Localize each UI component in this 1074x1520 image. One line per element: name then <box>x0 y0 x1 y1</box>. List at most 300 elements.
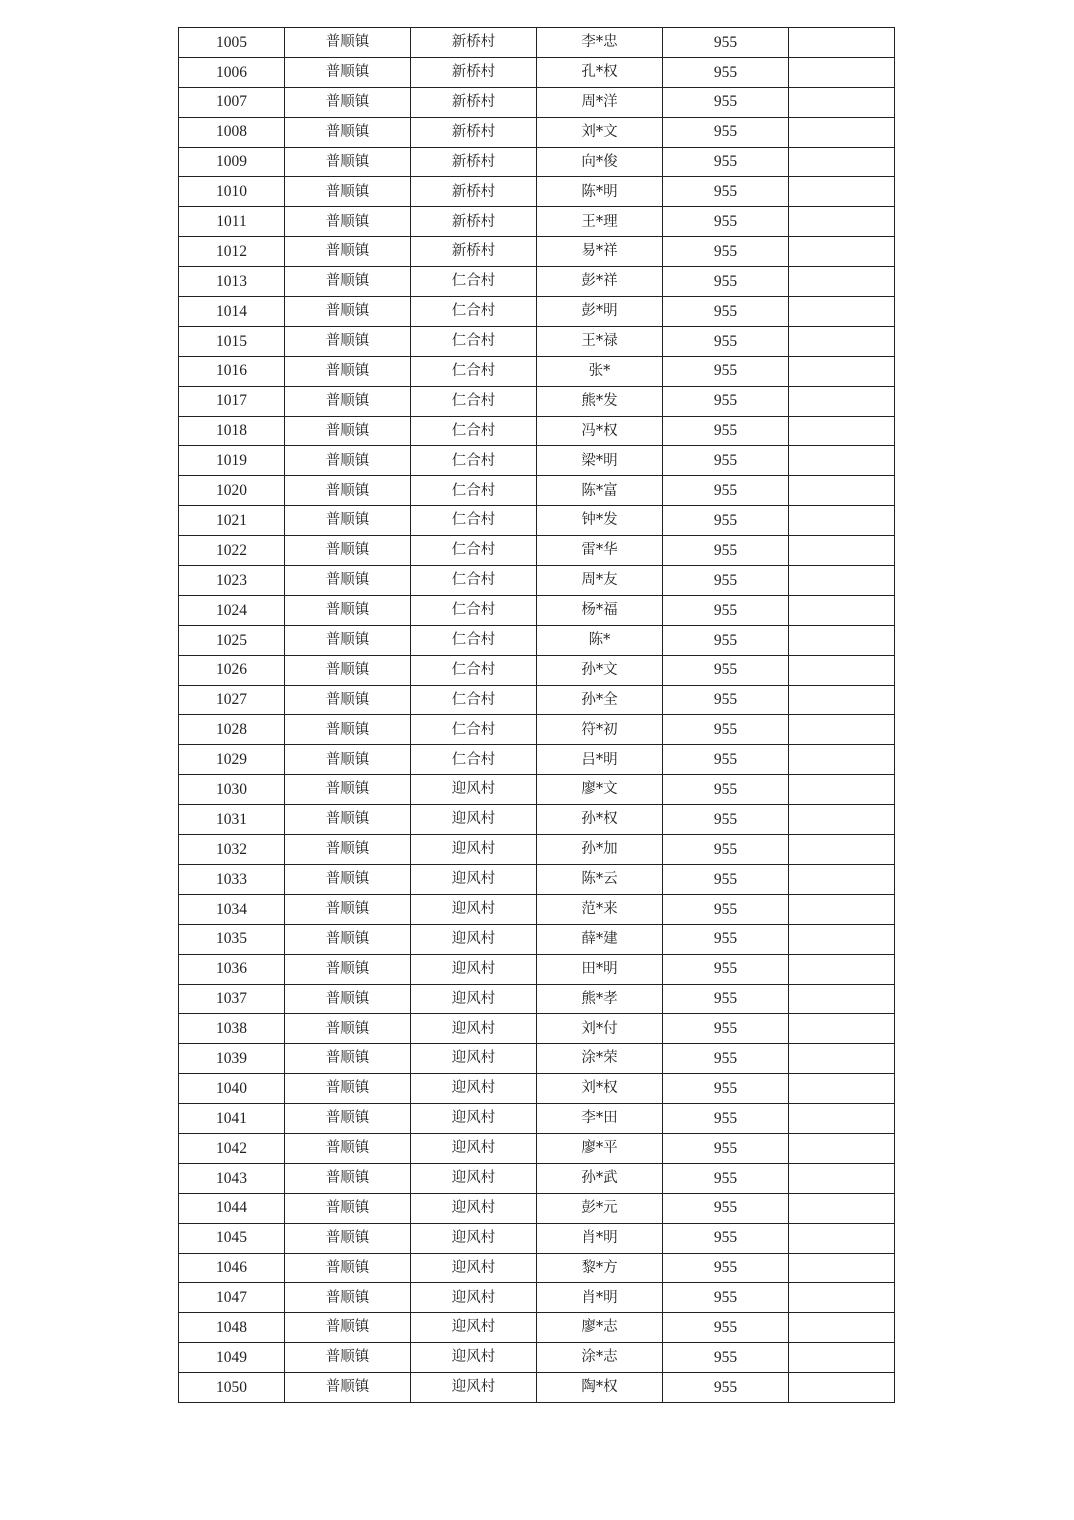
village-cell: 仁合村 <box>411 506 537 536</box>
village-cell: 迎风村 <box>411 1313 537 1343</box>
table-row <box>179 984 895 1014</box>
name-cell: 陈*云 <box>537 864 663 894</box>
note-cell <box>789 446 895 476</box>
village-cell: 新桥村 <box>411 57 537 87</box>
table-row <box>179 1193 895 1223</box>
village-cell: 仁合村 <box>411 625 537 655</box>
note-cell <box>789 28 895 58</box>
village-cell: 迎风村 <box>411 1193 537 1223</box>
village-cell: 新桥村 <box>411 28 537 58</box>
note-cell <box>789 1044 895 1074</box>
amount-cell: 955 <box>663 1044 789 1074</box>
town-cell: 普顺镇 <box>285 476 411 506</box>
name-cell: 孙*全 <box>537 685 663 715</box>
village-cell: 迎风村 <box>411 1074 537 1104</box>
name-cell: 彭*元 <box>537 1193 663 1223</box>
village-cell: 迎风村 <box>411 1133 537 1163</box>
serial-number-cell: 1016 <box>179 356 285 386</box>
note-cell <box>789 1104 895 1134</box>
village-cell: 迎风村 <box>411 1283 537 1313</box>
note-cell <box>789 237 895 267</box>
name-cell: 杨*福 <box>537 595 663 625</box>
note-cell <box>789 745 895 775</box>
town-cell: 普顺镇 <box>285 297 411 327</box>
serial-number-cell: 1015 <box>179 326 285 356</box>
village-cell: 仁合村 <box>411 715 537 745</box>
name-cell: 吕*明 <box>537 745 663 775</box>
name-cell: 肖*明 <box>537 1283 663 1313</box>
town-cell: 普顺镇 <box>285 954 411 984</box>
table-row <box>179 446 895 476</box>
name-cell: 冯*权 <box>537 416 663 446</box>
serial-number-cell: 1026 <box>179 655 285 685</box>
name-cell: 廖*平 <box>537 1133 663 1163</box>
table-row <box>179 715 895 745</box>
amount-cell: 955 <box>663 1014 789 1044</box>
amount-cell: 955 <box>663 536 789 566</box>
town-cell: 普顺镇 <box>285 775 411 805</box>
table-row <box>179 476 895 506</box>
village-cell: 迎风村 <box>411 1343 537 1373</box>
name-cell: 孙*武 <box>537 1163 663 1193</box>
table-row <box>179 1104 895 1134</box>
name-cell: 彭*祥 <box>537 267 663 297</box>
name-cell: 熊*发 <box>537 386 663 416</box>
town-cell: 普顺镇 <box>285 177 411 207</box>
amount-cell: 955 <box>663 117 789 147</box>
table-row <box>179 745 895 775</box>
town-cell: 普顺镇 <box>285 864 411 894</box>
serial-number-cell: 1032 <box>179 835 285 865</box>
roster-table-body <box>179 28 895 1403</box>
amount-cell: 955 <box>663 416 789 446</box>
amount-cell: 955 <box>663 1283 789 1313</box>
name-cell: 张* <box>537 356 663 386</box>
village-cell: 迎风村 <box>411 835 537 865</box>
table-row <box>179 117 895 147</box>
table-row <box>179 386 895 416</box>
note-cell <box>789 1014 895 1044</box>
amount-cell: 955 <box>663 566 789 596</box>
amount-cell: 955 <box>663 1343 789 1373</box>
serial-number-cell: 1035 <box>179 924 285 954</box>
serial-number-cell: 1020 <box>179 476 285 506</box>
serial-number-cell: 1041 <box>179 1104 285 1134</box>
note-cell <box>789 416 895 446</box>
town-cell: 普顺镇 <box>285 805 411 835</box>
name-cell: 黎*方 <box>537 1253 663 1283</box>
table-row <box>179 1133 895 1163</box>
table-row <box>179 775 895 805</box>
town-cell: 普顺镇 <box>285 745 411 775</box>
amount-cell: 955 <box>663 386 789 416</box>
name-cell: 彭*明 <box>537 297 663 327</box>
town-cell: 普顺镇 <box>285 28 411 58</box>
village-cell: 仁合村 <box>411 745 537 775</box>
town-cell: 普顺镇 <box>285 1193 411 1223</box>
name-cell: 刘*文 <box>537 117 663 147</box>
town-cell: 普顺镇 <box>285 715 411 745</box>
table-row <box>179 566 895 596</box>
table-row <box>179 506 895 536</box>
village-cell: 迎风村 <box>411 894 537 924</box>
note-cell <box>789 297 895 327</box>
amount-cell: 955 <box>663 625 789 655</box>
note-cell <box>789 864 895 894</box>
town-cell: 普顺镇 <box>285 446 411 476</box>
town-cell: 普顺镇 <box>285 1343 411 1373</box>
serial-number-cell: 1027 <box>179 685 285 715</box>
village-cell: 新桥村 <box>411 207 537 237</box>
table-row <box>179 1253 895 1283</box>
serial-number-cell: 1019 <box>179 446 285 476</box>
town-cell: 普顺镇 <box>285 1163 411 1193</box>
amount-cell: 955 <box>663 506 789 536</box>
serial-number-cell: 1044 <box>179 1193 285 1223</box>
town-cell: 普顺镇 <box>285 386 411 416</box>
table-row <box>179 685 895 715</box>
note-cell <box>789 566 895 596</box>
name-cell: 雷*华 <box>537 536 663 566</box>
note-cell <box>789 984 895 1014</box>
village-cell: 迎风村 <box>411 1163 537 1193</box>
note-cell <box>789 954 895 984</box>
table-row <box>179 1044 895 1074</box>
table-row <box>179 1163 895 1193</box>
name-cell: 孔*权 <box>537 57 663 87</box>
village-cell: 仁合村 <box>411 595 537 625</box>
note-cell <box>789 595 895 625</box>
village-cell: 仁合村 <box>411 386 537 416</box>
note-cell <box>789 894 895 924</box>
village-cell: 迎风村 <box>411 1044 537 1074</box>
amount-cell: 955 <box>663 835 789 865</box>
amount-cell: 955 <box>663 655 789 685</box>
town-cell: 普顺镇 <box>285 1014 411 1044</box>
serial-number-cell: 1029 <box>179 745 285 775</box>
name-cell: 李*忠 <box>537 28 663 58</box>
table-row <box>179 87 895 117</box>
serial-number-cell: 1008 <box>179 117 285 147</box>
village-cell: 新桥村 <box>411 87 537 117</box>
name-cell: 钟*发 <box>537 506 663 536</box>
town-cell: 普顺镇 <box>285 1044 411 1074</box>
note-cell <box>789 1193 895 1223</box>
amount-cell: 955 <box>663 57 789 87</box>
amount-cell: 955 <box>663 297 789 327</box>
name-cell: 刘*付 <box>537 1014 663 1044</box>
village-cell: 迎风村 <box>411 805 537 835</box>
town-cell: 普顺镇 <box>285 566 411 596</box>
village-cell: 迎风村 <box>411 924 537 954</box>
village-cell: 仁合村 <box>411 685 537 715</box>
amount-cell: 955 <box>663 28 789 58</box>
amount-cell: 955 <box>663 267 789 297</box>
amount-cell: 955 <box>663 864 789 894</box>
note-cell <box>789 147 895 177</box>
serial-number-cell: 1047 <box>179 1283 285 1313</box>
amount-cell: 955 <box>663 595 789 625</box>
town-cell: 普顺镇 <box>285 625 411 655</box>
serial-number-cell: 1036 <box>179 954 285 984</box>
amount-cell: 955 <box>663 685 789 715</box>
name-cell: 陈*明 <box>537 177 663 207</box>
village-cell: 迎风村 <box>411 1253 537 1283</box>
town-cell: 普顺镇 <box>285 237 411 267</box>
note-cell <box>789 1163 895 1193</box>
table-row <box>179 924 895 954</box>
note-cell <box>789 386 895 416</box>
town-cell: 普顺镇 <box>285 326 411 356</box>
town-cell: 普顺镇 <box>285 1253 411 1283</box>
amount-cell: 955 <box>663 1373 789 1403</box>
town-cell: 普顺镇 <box>285 57 411 87</box>
table-row <box>179 864 895 894</box>
town-cell: 普顺镇 <box>285 1223 411 1253</box>
village-cell: 仁合村 <box>411 536 537 566</box>
note-cell <box>789 1313 895 1343</box>
name-cell: 李*田 <box>537 1104 663 1134</box>
serial-number-cell: 1033 <box>179 864 285 894</box>
table-row <box>179 147 895 177</box>
village-cell: 迎风村 <box>411 1223 537 1253</box>
note-cell <box>789 267 895 297</box>
name-cell: 孙*文 <box>537 655 663 685</box>
amount-cell: 955 <box>663 446 789 476</box>
serial-number-cell: 1025 <box>179 625 285 655</box>
note-cell <box>789 775 895 805</box>
amount-cell: 955 <box>663 1163 789 1193</box>
table-row <box>179 1223 895 1253</box>
serial-number-cell: 1006 <box>179 57 285 87</box>
serial-number-cell: 1046 <box>179 1253 285 1283</box>
village-cell: 迎风村 <box>411 1373 537 1403</box>
amount-cell: 955 <box>663 87 789 117</box>
serial-number-cell: 1018 <box>179 416 285 446</box>
serial-number-cell: 1049 <box>179 1343 285 1373</box>
note-cell <box>789 536 895 566</box>
village-cell: 新桥村 <box>411 177 537 207</box>
village-cell: 新桥村 <box>411 237 537 267</box>
town-cell: 普顺镇 <box>285 1283 411 1313</box>
serial-number-cell: 1005 <box>179 28 285 58</box>
name-cell: 廖*志 <box>537 1313 663 1343</box>
amount-cell: 955 <box>663 147 789 177</box>
note-cell <box>789 207 895 237</box>
name-cell: 陈* <box>537 625 663 655</box>
name-cell: 王*禄 <box>537 326 663 356</box>
table-row <box>179 326 895 356</box>
amount-cell: 955 <box>663 1074 789 1104</box>
serial-number-cell: 1045 <box>179 1223 285 1253</box>
note-cell <box>789 1343 895 1373</box>
table-row <box>179 28 895 58</box>
amount-cell: 955 <box>663 894 789 924</box>
town-cell: 普顺镇 <box>285 1133 411 1163</box>
village-cell: 仁合村 <box>411 297 537 327</box>
name-cell: 涂*志 <box>537 1343 663 1373</box>
serial-number-cell: 1007 <box>179 87 285 117</box>
village-cell: 迎风村 <box>411 864 537 894</box>
serial-number-cell: 1024 <box>179 595 285 625</box>
serial-number-cell: 1034 <box>179 894 285 924</box>
town-cell: 普顺镇 <box>285 506 411 536</box>
table-row <box>179 1074 895 1104</box>
amount-cell: 955 <box>663 745 789 775</box>
roster-table <box>178 27 895 1403</box>
table-row <box>179 954 895 984</box>
town-cell: 普顺镇 <box>285 835 411 865</box>
amount-cell: 955 <box>663 237 789 267</box>
note-cell <box>789 1283 895 1313</box>
table-row <box>179 57 895 87</box>
town-cell: 普顺镇 <box>285 894 411 924</box>
town-cell: 普顺镇 <box>285 685 411 715</box>
town-cell: 普顺镇 <box>285 1373 411 1403</box>
note-cell <box>789 715 895 745</box>
name-cell: 陈*富 <box>537 476 663 506</box>
serial-number-cell: 1021 <box>179 506 285 536</box>
name-cell: 王*理 <box>537 207 663 237</box>
name-cell: 符*初 <box>537 715 663 745</box>
table-row <box>179 267 895 297</box>
town-cell: 普顺镇 <box>285 267 411 297</box>
amount-cell: 955 <box>663 1253 789 1283</box>
name-cell: 周*洋 <box>537 87 663 117</box>
table-row <box>179 595 895 625</box>
town-cell: 普顺镇 <box>285 1074 411 1104</box>
note-cell <box>789 924 895 954</box>
town-cell: 普顺镇 <box>285 536 411 566</box>
amount-cell: 955 <box>663 1193 789 1223</box>
name-cell: 向*俊 <box>537 147 663 177</box>
name-cell: 廖*文 <box>537 775 663 805</box>
town-cell: 普顺镇 <box>285 117 411 147</box>
note-cell <box>789 835 895 865</box>
village-cell: 新桥村 <box>411 117 537 147</box>
serial-number-cell: 1039 <box>179 1044 285 1074</box>
town-cell: 普顺镇 <box>285 655 411 685</box>
village-cell: 仁合村 <box>411 356 537 386</box>
name-cell: 田*明 <box>537 954 663 984</box>
table-row <box>179 835 895 865</box>
town-cell: 普顺镇 <box>285 1313 411 1343</box>
table-row <box>179 356 895 386</box>
amount-cell: 955 <box>663 1133 789 1163</box>
name-cell: 易*祥 <box>537 237 663 267</box>
name-cell: 肖*明 <box>537 1223 663 1253</box>
town-cell: 普顺镇 <box>285 416 411 446</box>
village-cell: 迎风村 <box>411 984 537 1014</box>
serial-number-cell: 1042 <box>179 1133 285 1163</box>
village-cell: 仁合村 <box>411 416 537 446</box>
village-cell: 仁合村 <box>411 267 537 297</box>
town-cell: 普顺镇 <box>285 87 411 117</box>
amount-cell: 955 <box>663 476 789 506</box>
table-row <box>179 805 895 835</box>
table-row <box>179 894 895 924</box>
serial-number-cell: 1040 <box>179 1074 285 1104</box>
table-row <box>179 416 895 446</box>
name-cell: 薛*建 <box>537 924 663 954</box>
village-cell: 仁合村 <box>411 446 537 476</box>
serial-number-cell: 1050 <box>179 1373 285 1403</box>
town-cell: 普顺镇 <box>285 147 411 177</box>
note-cell <box>789 87 895 117</box>
amount-cell: 955 <box>663 715 789 745</box>
serial-number-cell: 1012 <box>179 237 285 267</box>
amount-cell: 955 <box>663 775 789 805</box>
town-cell: 普顺镇 <box>285 207 411 237</box>
village-cell: 仁合村 <box>411 655 537 685</box>
village-cell: 迎风村 <box>411 954 537 984</box>
note-cell <box>789 326 895 356</box>
town-cell: 普顺镇 <box>285 924 411 954</box>
note-cell <box>789 117 895 147</box>
table-row <box>179 625 895 655</box>
note-cell <box>789 1223 895 1253</box>
table-row <box>179 655 895 685</box>
table-row <box>179 237 895 267</box>
serial-number-cell: 1010 <box>179 177 285 207</box>
serial-number-cell: 1017 <box>179 386 285 416</box>
table-row <box>179 177 895 207</box>
name-cell: 梁*明 <box>537 446 663 476</box>
serial-number-cell: 1011 <box>179 207 285 237</box>
serial-number-cell: 1031 <box>179 805 285 835</box>
town-cell: 普顺镇 <box>285 595 411 625</box>
table-row <box>179 207 895 237</box>
note-cell <box>789 805 895 835</box>
amount-cell: 955 <box>663 1223 789 1253</box>
town-cell: 普顺镇 <box>285 356 411 386</box>
amount-cell: 955 <box>663 924 789 954</box>
village-cell: 迎风村 <box>411 1014 537 1044</box>
serial-number-cell: 1030 <box>179 775 285 805</box>
village-cell: 迎风村 <box>411 775 537 805</box>
town-cell: 普顺镇 <box>285 1104 411 1134</box>
amount-cell: 955 <box>663 207 789 237</box>
serial-number-cell: 1013 <box>179 267 285 297</box>
serial-number-cell: 1043 <box>179 1163 285 1193</box>
serial-number-cell: 1038 <box>179 1014 285 1044</box>
note-cell <box>789 625 895 655</box>
name-cell: 刘*权 <box>537 1074 663 1104</box>
name-cell: 孙*权 <box>537 805 663 835</box>
note-cell <box>789 506 895 536</box>
amount-cell: 955 <box>663 356 789 386</box>
name-cell: 周*友 <box>537 566 663 596</box>
amount-cell: 955 <box>663 954 789 984</box>
amount-cell: 955 <box>663 805 789 835</box>
serial-number-cell: 1022 <box>179 536 285 566</box>
name-cell: 孙*加 <box>537 835 663 865</box>
village-cell: 迎风村 <box>411 1104 537 1134</box>
note-cell <box>789 57 895 87</box>
amount-cell: 955 <box>663 326 789 356</box>
table-row <box>179 1283 895 1313</box>
note-cell <box>789 655 895 685</box>
serial-number-cell: 1048 <box>179 1313 285 1343</box>
note-cell <box>789 1074 895 1104</box>
note-cell <box>789 356 895 386</box>
amount-cell: 955 <box>663 984 789 1014</box>
note-cell <box>789 1133 895 1163</box>
village-cell: 仁合村 <box>411 326 537 356</box>
serial-number-cell: 1028 <box>179 715 285 745</box>
village-cell: 仁合村 <box>411 566 537 596</box>
serial-number-cell: 1009 <box>179 147 285 177</box>
